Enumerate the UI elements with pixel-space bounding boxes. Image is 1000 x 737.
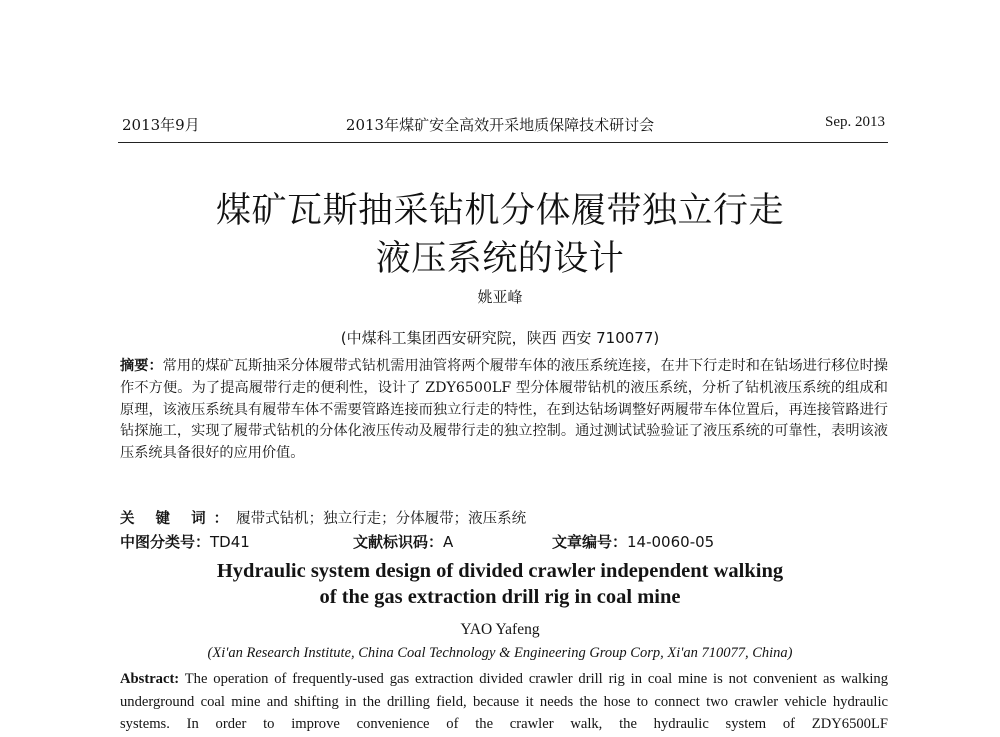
keywords-cn	[120, 507, 526, 528]
clc-value: TD41	[210, 533, 250, 551]
author-en: YAO Yafeng	[460, 621, 540, 638]
affiliation-en: (Xi'an Research Institute, China Coal Technology & Engineering Group Corp, Xi'an 710077, China)	[207, 645, 793, 661]
clc-item	[120, 531, 250, 552]
abstract-en-text: The operation of frequently-used gas extraction divided crawler drill rig in coal mine is not convenient as walking underground coal mine and shifting in the drilling field, because it needs the hose to connect two crawler vehicle hydraulic systems. In order to improve convenience of the crawler walk, the hydraulic system of ZDY6500LF	[120, 671, 888, 732]
paper-title-en-line2: of the gas extraction drill rig in coal mine	[319, 586, 681, 608]
paper-title-en-line1: Hydraulic system design of divided crawler independent walking	[216, 560, 784, 582]
header-date-cn: 2013年9月	[122, 116, 200, 134]
abstract-en-label: Abstract:	[120, 671, 180, 687]
article-no-value: 14-0060-05	[627, 533, 715, 551]
doc-code-value: A	[443, 533, 454, 551]
abstract-cn-text: 常用的煤矿瓦斯抽采分体履带式钻机需用油管将两个履带车体的液压系统连接，在井下行走时和在钻场进行移位时操作不方便。为了提高履带行走的便利性，设计了 ZDY6500LF 型分体履带钻机的液压系统，分析了钻机液压系统的组成和原理，该液压系统具有履带车体不需要管路连接而独立行走的特性，在到达钻场调整好两履带车体位置后，再连接管路进行钻探施工，实现了履带式钻机的分体化液压传动及履带行走的独立控制。通过测试试验验证了液压系统的可靠性，表明该液压系统具备很好的应用价值。	[120, 358, 888, 462]
header-rule	[118, 142, 888, 143]
paper-title-cn-line2: 液压系统的设计	[375, 239, 625, 279]
article-no-item	[552, 531, 714, 552]
affiliation-cn: (中煤科工集团西安研究院，陕西 西安 710077)	[340, 329, 660, 347]
header-date-en: Sep. 2013	[825, 114, 885, 130]
doc-code-item	[353, 531, 453, 552]
doc-code-label: 文献标识码：	[353, 533, 444, 551]
paper-title-en	[0, 558, 1000, 610]
abstract-cn-label: 摘要：	[120, 358, 163, 374]
keywords-cn-text: 履带式钻机；独立行走；分体履带；液压系统	[236, 511, 527, 527]
paper-title-cn	[0, 187, 1000, 283]
abstract-en	[120, 668, 888, 736]
clc-label: 中图分类号：	[120, 533, 211, 551]
author-cn: 姚亚峰	[477, 288, 523, 306]
paper-title-cn-line1: 煤矿瓦斯抽采钻机分体履带独立行走	[215, 191, 784, 231]
abstract-cn	[120, 356, 888, 465]
header-conference: 2013年煤矿安全高效开采地质保障技术研讨会	[345, 116, 655, 134]
article-no-label: 文章编号：	[552, 533, 628, 551]
keywords-cn-label: 关 键 词：	[120, 511, 237, 527]
